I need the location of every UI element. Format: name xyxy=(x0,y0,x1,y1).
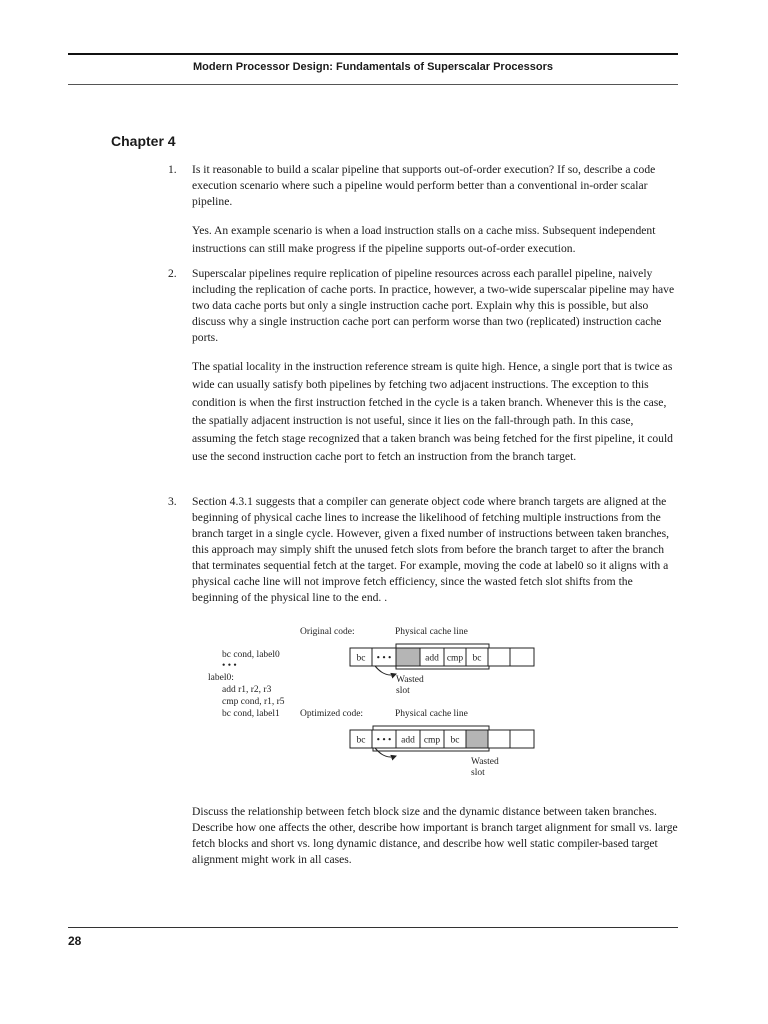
code-ellipsis: • • • xyxy=(222,661,237,671)
cache-cell-label: bc xyxy=(450,735,460,746)
cache-cell-label: add xyxy=(401,735,415,746)
page-number: 28 xyxy=(68,934,82,948)
cache-cell xyxy=(488,648,510,666)
footer-rule xyxy=(68,927,678,928)
question-number: 3. xyxy=(168,495,177,508)
question-text: Superscalar pipelines require replication of pipeline resources across each parallel pipeline, naively including the replication of cache ports. In practice, however, a two-wide superscalar pipeline may have two data cache ports but only a single instruction cache port. Explain why this is possible, but also discuss why a single instruction cache port can perform worse than two (replicated) instruction cache ports. xyxy=(192,267,675,344)
wasted-slot-cell xyxy=(396,648,420,666)
cache-line-diagram xyxy=(200,618,560,793)
chapter-title: Chapter 4 xyxy=(111,133,176,149)
code-line-bc-label1: bc cond, label1 xyxy=(222,709,280,719)
question-2 xyxy=(168,266,680,466)
question-text: Section 4.3.1 suggests that a compiler can generate object code where branch targets are aligned at the beginning of physical cache lines to increase the likelihood of fetching multiple instructions from the branch target in a single cycle. However, given a fixed number of instructions between taken branches, this approach may simply shift the unused fetch slots from before the branch target to after the branch that terminates sequential fetch at the target. For example, moving the code at label0 so it aligns with a physical cache line will not improve fetch efficiency, since the wasted fetch slot shifts from the beginning of the physical line to the end. . xyxy=(192,495,670,604)
running-header: Modern Processor Design: Fundamentals of Superscalar Processors xyxy=(192,61,554,73)
answer-text: The spatial locality in the instruction reference stream is quite high. Hence, a single port that is twice as wide can usually satisfy both pipelines by fetching two adjacent instructions. The exception to this condition is when the first instruction fetched in the cycle is a taken branch. Whenever this is the case, the spatially adjacent instruction is not useful, since it lies on the fall-through path. In this case, assuming the fetch stage recognized that a taken branch was being fetched for the first pipeline, it could use the second instruction cache port to fetch an instruction from the branch target. xyxy=(192,360,673,463)
code-line-cmp: cmp cond, r1, r5 xyxy=(222,697,285,707)
question-number: 2. xyxy=(168,267,177,280)
cache-cell-label: cmp xyxy=(446,653,464,664)
cache-cell-label: bc xyxy=(356,653,366,664)
cache-cell xyxy=(510,730,534,748)
question-3 xyxy=(168,494,680,606)
cache-cell-label: bc xyxy=(472,653,482,664)
cache-cell-label: • • • xyxy=(376,735,392,746)
code-label0: label0: xyxy=(208,673,234,683)
answer-text: Yes. An example scenario is when a load instruction stalls on a cache miss. Subsequent independent instructions can still make progress if the pipeline supports out-of-order execution. xyxy=(192,224,656,255)
original-cell-row xyxy=(350,648,534,666)
wasted-label-top-2: slot xyxy=(396,686,410,696)
question-text: Is it reasonable to build a scalar pipeline that supports out-of-order execution? If so, describe a code execution scenario where such a pipeline would perform better than a conventional in-order scalar pipeline. xyxy=(192,163,656,208)
arrow-original xyxy=(375,666,396,675)
cache-cell-label: add xyxy=(425,653,439,664)
optimized-code-label: Optimized code: xyxy=(300,709,364,719)
original-code-label: Original code: xyxy=(300,627,355,637)
wasted-label-bottom-1: Wasted xyxy=(471,757,499,767)
code-line-bc-label0: bc cond, label0 xyxy=(222,650,280,660)
cache-cell-label: cmp xyxy=(423,735,441,746)
code-line-add: add r1, r2, r3 xyxy=(222,685,272,695)
cache-cell xyxy=(510,648,534,666)
header-rule xyxy=(68,84,678,85)
cache-line-label-top: Physical cache line xyxy=(395,627,468,637)
discussion-text: Discuss the relationship between fetch block size and the dynamic distance between taken branches. Describe how one affects the other, describe how important is branch target alignment for small vs. large fetch blocks and short vs. long dynamic distance, and describe how well static compiler-based target alignment might work in all cases. xyxy=(192,805,678,866)
arrow-optimized xyxy=(375,748,396,757)
cache-cell-label: bc xyxy=(356,735,366,746)
cache-line-label-bottom: Physical cache line xyxy=(395,709,468,719)
cache-cell-label: • • • xyxy=(376,653,392,664)
optimized-cell-row xyxy=(350,730,534,748)
wasted-slot-cell xyxy=(466,730,488,748)
question-number: 1. xyxy=(168,163,177,176)
top-rule xyxy=(68,53,678,55)
question-1 xyxy=(168,162,680,258)
wasted-label-bottom-2: slot xyxy=(471,768,485,778)
wasted-label-top-1: Wasted xyxy=(396,675,424,685)
cache-cell xyxy=(488,730,510,748)
